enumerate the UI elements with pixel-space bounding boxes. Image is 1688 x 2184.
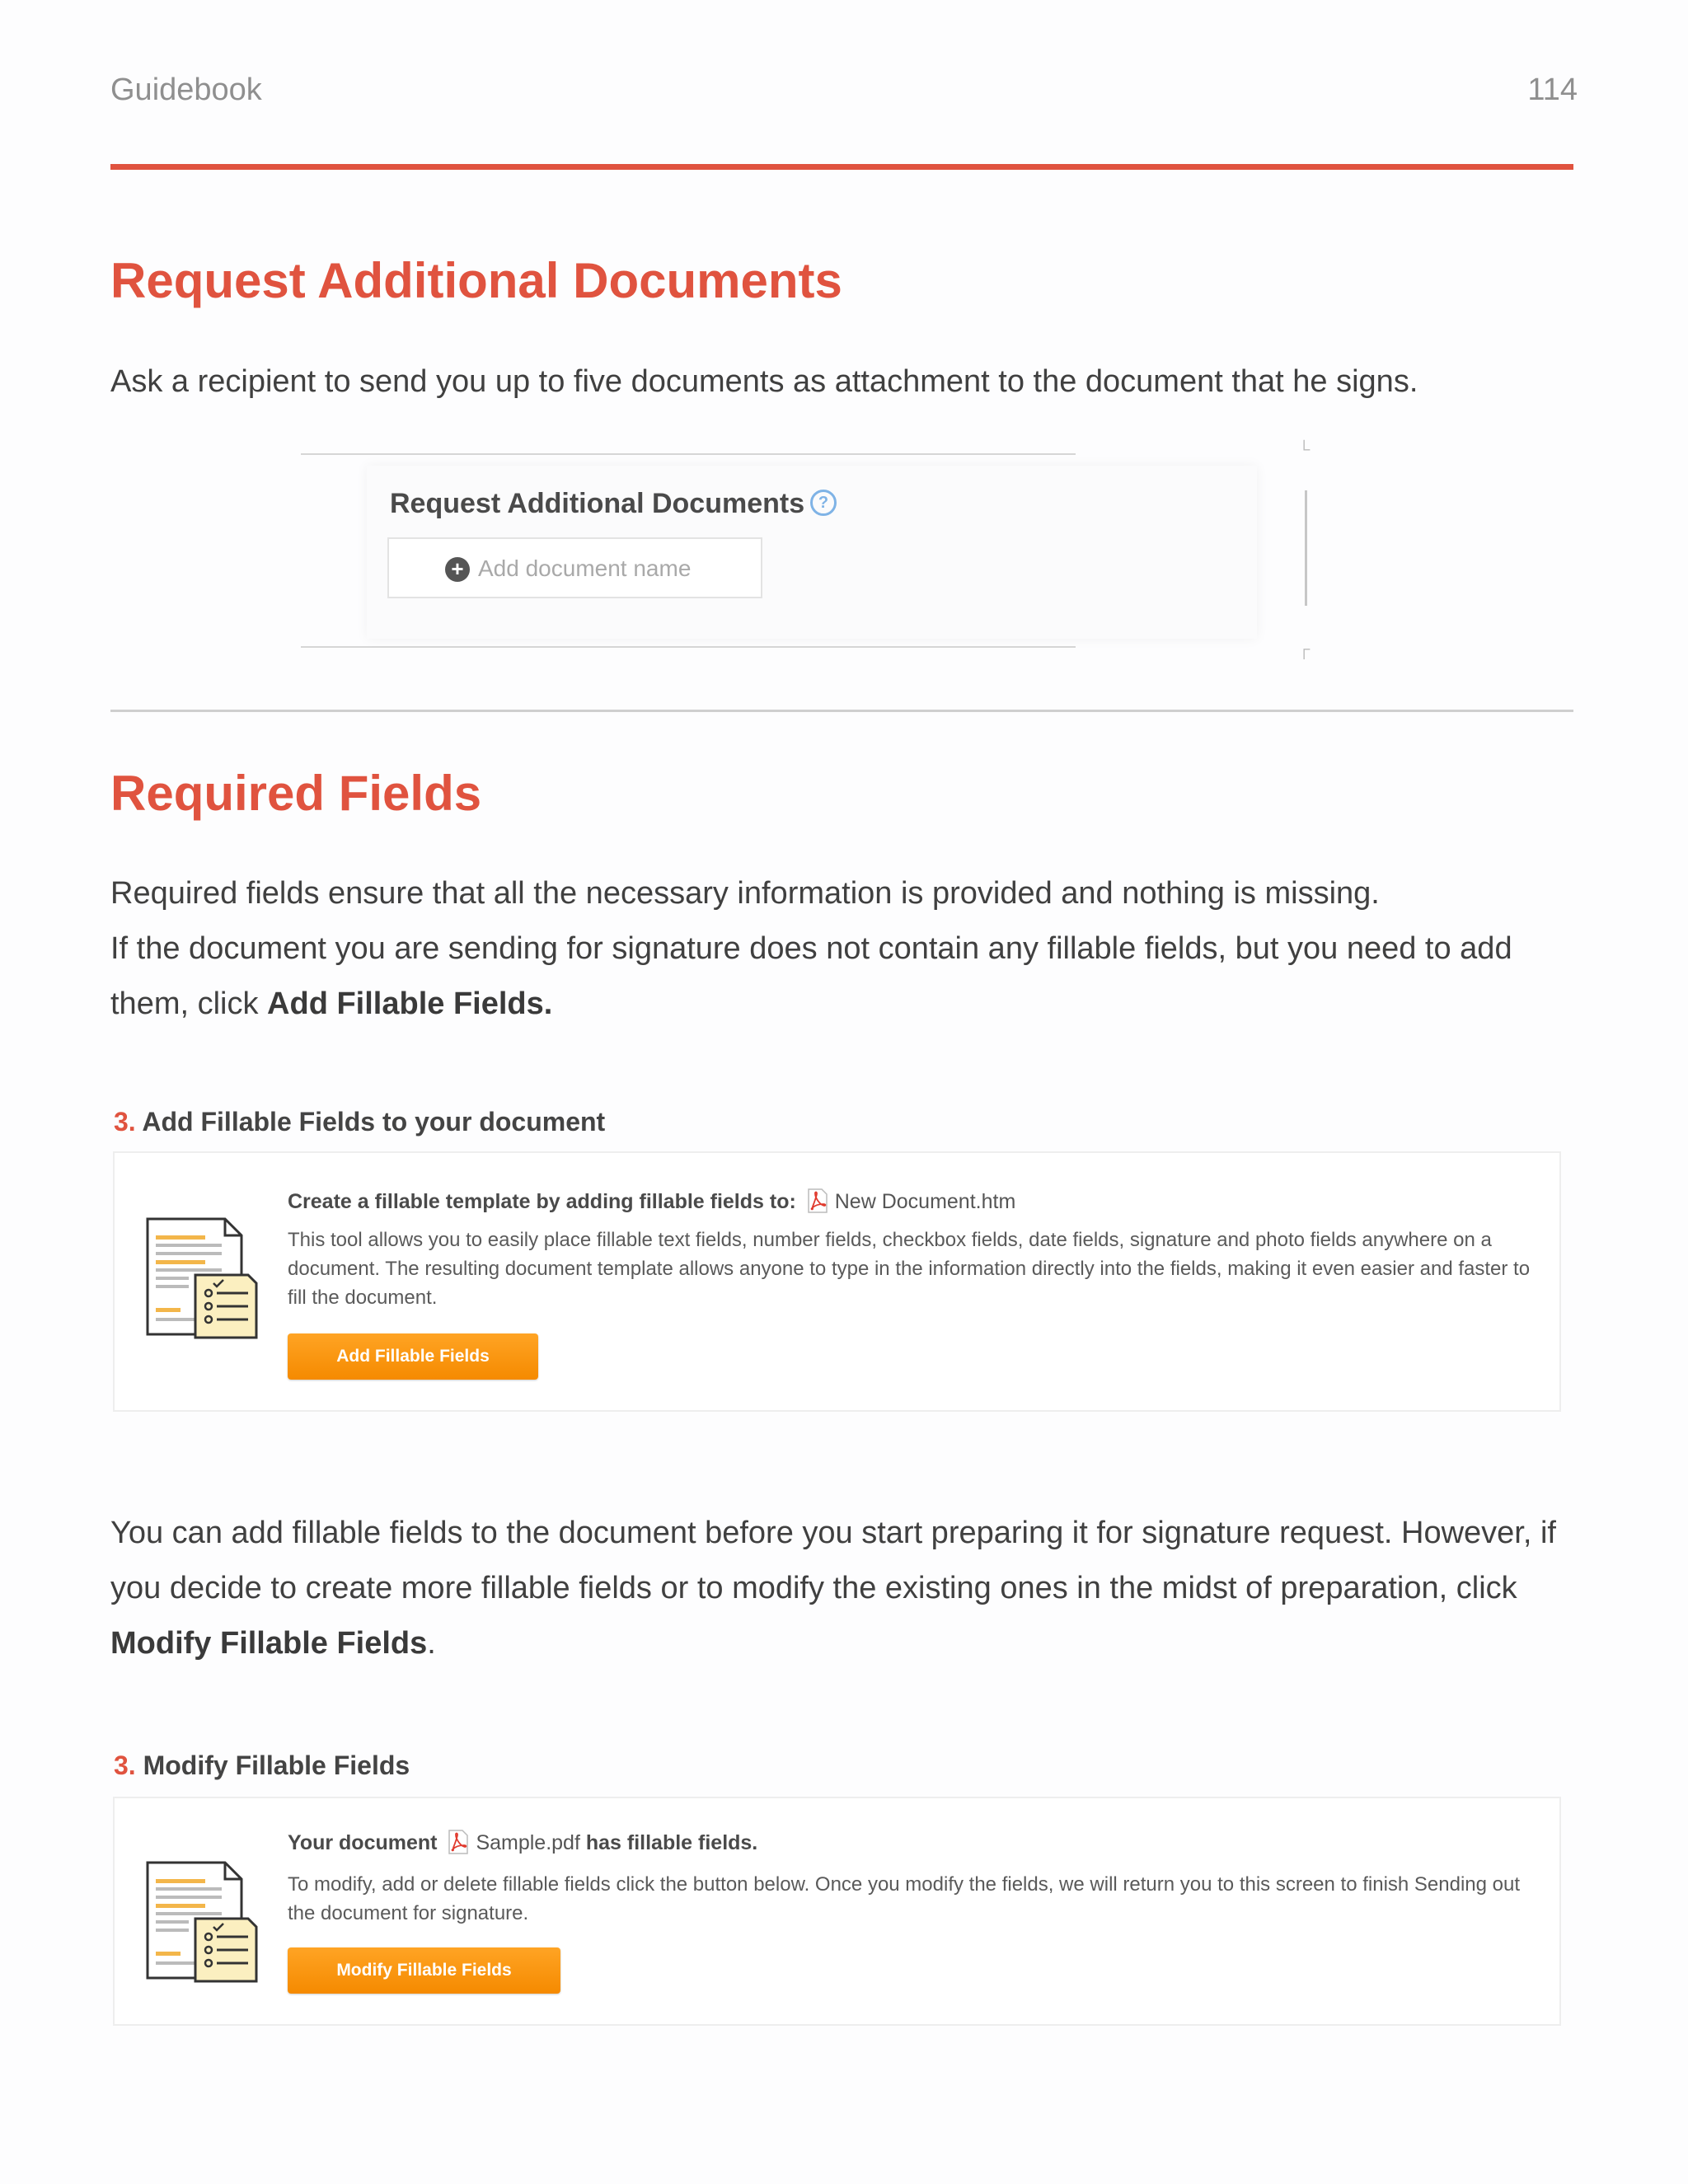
header-title: Guidebook <box>110 73 262 107</box>
document-has-fields-start: Your document <box>288 1831 438 1854</box>
step-modify-fillable-fields-title <box>114 1750 410 1781</box>
required-fields-line1: Required fields ensure that all the necessary information is provided and nothing is missing. <box>110 876 1380 911</box>
page-number: 114 <box>1527 73 1578 107</box>
fillable-template-heading-text: Create a fillable template by adding fillable fields to: <box>288 1190 796 1213</box>
crop-mark-icon: └ <box>1298 441 1311 459</box>
add-fillable-fields-card <box>113 1151 1561 1412</box>
section-heading-request-docs: Request Additional Documents <box>110 253 842 308</box>
modify-fillable-fields-emphasis: Modify Fillable Fields <box>110 1626 428 1661</box>
fillable-template-heading <box>288 1188 1015 1214</box>
document-filename: New Document.htm <box>834 1190 1016 1213</box>
section-heading-required-fields: Required Fields <box>110 766 482 821</box>
step-title-text: Add Fillable Fields to your document <box>142 1107 606 1137</box>
modify-fields-description <box>110 1506 1578 1671</box>
fillable-document-icon <box>144 1217 260 1341</box>
crop-mark-icon: ┌ <box>1298 640 1311 658</box>
add-fillable-fields-emphasis: Add Fillable Fields. <box>267 987 553 1021</box>
fillable-document-icon <box>144 1861 260 1985</box>
modify-fillable-fields-button[interactable]: Modify Fillable Fields <box>288 1947 560 1994</box>
request-docs-description: Ask a recipient to send you up to five documents as attachment to the document that he signs. <box>110 364 1418 399</box>
header-rule <box>110 164 1573 170</box>
request-docs-screenshot <box>301 441 1323 668</box>
pdf-file-icon <box>807 1188 828 1213</box>
required-fields-line2: If the document you are sending for signature does not contain any fillable fields, but you need to add them, click <box>110 931 1512 1021</box>
fillable-tool-description: This tool allows you to easily place fillable text fields, number fields, checkbox fields, date fields, signature and photo fields anywhere on a document. The resulting document template allows anyone to type in the information directly into the fields, making it even easier and faster to fill the document. <box>288 1229 1531 1309</box>
question-circle-icon[interactable]: ? <box>810 490 837 516</box>
screenshot-edge-top <box>301 453 1076 455</box>
step-number: 3. <box>114 1107 136 1137</box>
modify-fields-text: You can add fillable fields to the document before you start preparing it for signature request. However, if you decide to create more fillable fields or to modify the existing ones in the midst of preparation, click <box>110 1516 1556 1605</box>
screenshot-edge-right <box>1305 490 1307 606</box>
section-divider <box>110 710 1573 712</box>
modify-tool-description: To modify, add or delete fillable fields click the button below. Once you modify the fields, we will return you to this screen to finish Sending out the document for signature. <box>288 1873 1521 1924</box>
add-document-name-placeholder: Add document name <box>478 555 692 581</box>
add-document-name-input[interactable] <box>387 537 762 598</box>
pdf-file-icon <box>448 1830 469 1854</box>
document-has-fields-end: has fillable fields. <box>585 1831 758 1854</box>
document-has-fields-heading <box>288 1830 757 1855</box>
modify-fields-period: . <box>427 1626 436 1661</box>
screenshot-edge-bottom <box>301 646 1076 648</box>
step-add-fillable-fields-title <box>114 1107 605 1137</box>
step-title-text: Modify Fillable Fields <box>143 1750 410 1780</box>
request-docs-panel-title: Request Additional Documents <box>390 488 805 519</box>
modify-fillable-fields-card <box>113 1797 1561 2026</box>
required-fields-intro <box>110 866 1578 1032</box>
add-fillable-fields-button[interactable]: Add Fillable Fields <box>288 1333 538 1380</box>
step-number: 3. <box>114 1750 136 1780</box>
plus-circle-icon[interactable]: + <box>445 557 470 582</box>
document-filename: Sample.pdf <box>476 1831 580 1854</box>
